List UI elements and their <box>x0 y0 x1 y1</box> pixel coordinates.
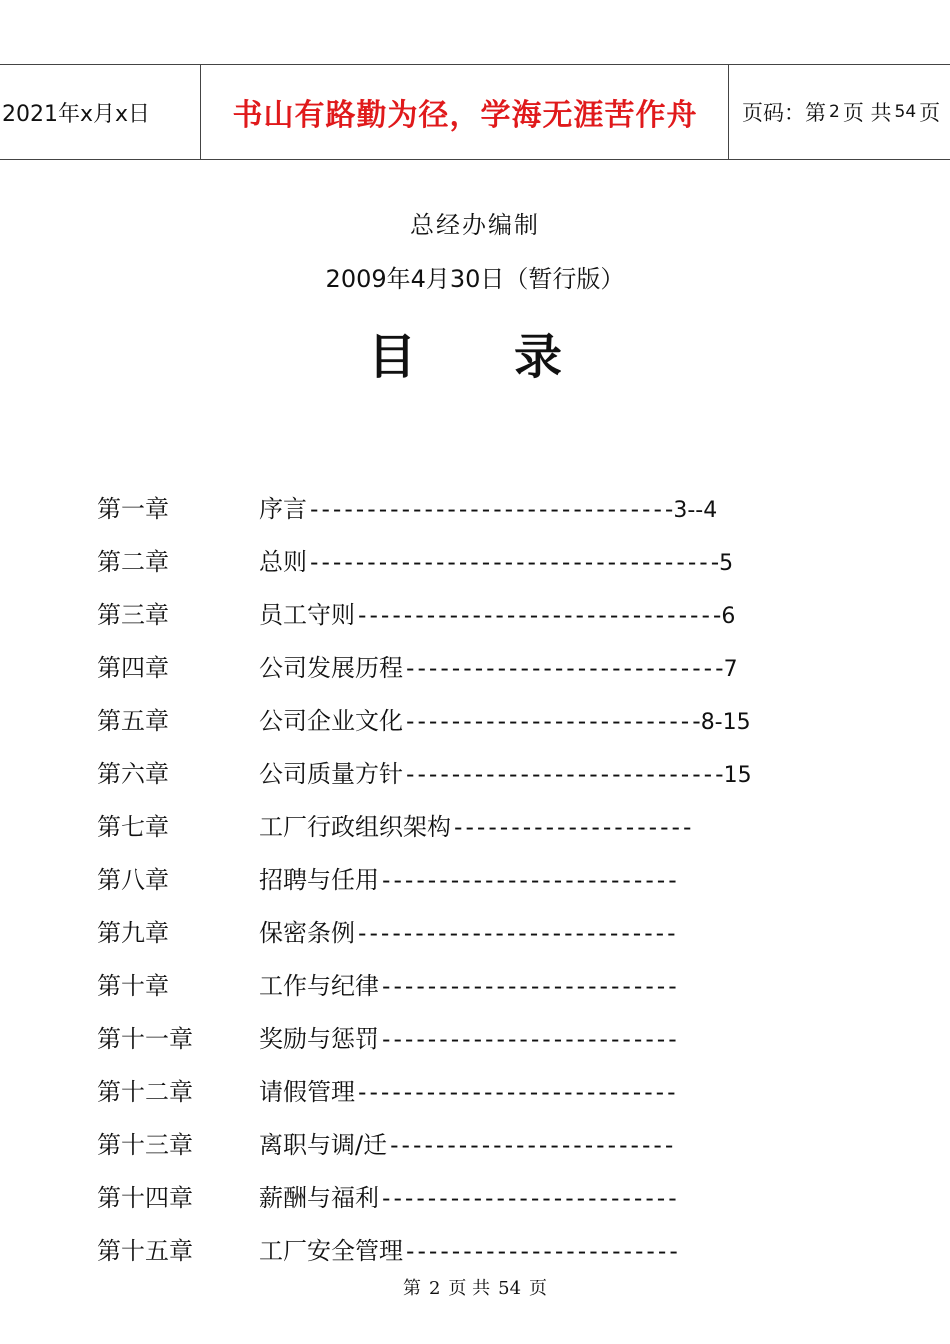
toc-chapter: 第十五章 <box>97 1237 193 1265</box>
toc-entry <box>259 701 751 736</box>
toc-entry <box>259 648 738 683</box>
toc-entry <box>259 807 691 842</box>
toc-leader: --------------------- <box>451 813 692 841</box>
toc-chapter: 第九章 <box>97 919 169 947</box>
editor-line: 总经办编制 <box>410 211 540 239</box>
header-page-current: 2 <box>829 102 840 122</box>
toc-page: 3--4 <box>673 498 718 523</box>
date-line: 2009年4月30日（暂行版） <box>325 265 625 293</box>
toc-leader: -------------------------- <box>379 866 677 894</box>
toc-entry-title: 公司发展历程 <box>259 654 403 682</box>
header-motto: 书山有路勤为径，学海无涯苦作舟 <box>202 65 729 159</box>
toc-entry-title: 工作与纪律 <box>259 972 379 1000</box>
toc-row[interactable] <box>0 1223 950 1276</box>
toc-entry <box>259 1231 678 1266</box>
toc-entry-title: 总则 <box>259 548 307 576</box>
toc-row[interactable] <box>0 481 950 534</box>
toc-entry <box>259 595 735 630</box>
toc-chapter: 第七章 <box>97 813 169 841</box>
footer-mid: 页 共 <box>448 1278 491 1299</box>
toc-chapter: 第六章 <box>97 760 169 788</box>
toc-entry-title: 招聘与任用 <box>259 866 379 894</box>
toc-leader: -------------------------------- <box>307 495 674 523</box>
footer-current-page: 2 <box>428 1278 441 1299</box>
header-page-number <box>730 65 950 159</box>
header-date: 2021年x月x日 <box>0 65 201 159</box>
toc-entry <box>259 542 733 577</box>
table-of-contents <box>0 481 950 1276</box>
toc-title <box>0 318 950 388</box>
toc-entry-title: 公司质量方针 <box>259 760 403 788</box>
toc-leader: -------------------------- <box>379 1025 677 1053</box>
toc-leader: -------------------------- <box>403 707 701 735</box>
toc-leader: ---------------------------- <box>355 1078 676 1106</box>
toc-row[interactable] <box>0 799 950 852</box>
toc-entry <box>259 754 752 789</box>
header-page-label: 页码：第 <box>742 101 826 125</box>
toc-entry-title: 序言 <box>259 495 307 523</box>
toc-page: 6 <box>721 604 736 629</box>
footer-prefix: 第 <box>402 1278 421 1299</box>
toc-chapter: 第十章 <box>97 972 169 1000</box>
toc-entry-title: 员工守则 <box>259 601 355 629</box>
header-page-end: 页 <box>919 101 941 125</box>
toc-leader: -------------------------- <box>379 972 677 1000</box>
toc-entry-title: 保密条例 <box>259 919 355 947</box>
toc-row[interactable] <box>0 640 950 693</box>
toc-entry-title: 公司企业文化 <box>259 707 403 735</box>
footer-total-pages: 54 <box>498 1278 522 1299</box>
toc-chapter: 第四章 <box>97 654 169 682</box>
toc-chapter: 第八章 <box>97 866 169 894</box>
page-header <box>0 64 950 160</box>
toc-entry-title: 工厂安全管理 <box>259 1237 403 1265</box>
toc-row[interactable] <box>0 1064 950 1117</box>
toc-row[interactable] <box>0 1170 950 1223</box>
toc-leader: ---------------------------- <box>355 919 676 947</box>
toc-entry <box>259 966 677 1001</box>
toc-chapter: 第三章 <box>97 601 169 629</box>
toc-leader: ------------------------- <box>387 1131 674 1159</box>
toc-entry-title: 离职与调/迁 <box>259 1131 388 1159</box>
toc-entry-title: 请假管理 <box>259 1078 355 1106</box>
toc-entry <box>259 860 677 895</box>
toc-entry <box>259 1125 673 1160</box>
toc-row[interactable] <box>0 693 950 746</box>
header-page-total: 54 <box>894 102 917 122</box>
toc-entry <box>259 1019 677 1054</box>
toc-row[interactable] <box>0 534 950 587</box>
toc-chapter: 第十一章 <box>97 1025 193 1053</box>
toc-entry <box>259 913 676 948</box>
toc-entry <box>259 1072 676 1107</box>
page-footer <box>0 1274 950 1300</box>
toc-row[interactable] <box>0 587 950 640</box>
toc-title-char-1: 目 <box>368 329 417 385</box>
toc-entry-title: 奖励与惩罚 <box>259 1025 379 1053</box>
toc-page: 5 <box>719 551 734 576</box>
toc-chapter: 第一章 <box>97 495 169 523</box>
toc-leader: -------------------------------- <box>355 601 722 629</box>
toc-chapter: 第五章 <box>97 707 169 735</box>
toc-leader: ------------------------------------ <box>307 548 720 576</box>
toc-row[interactable] <box>0 852 950 905</box>
toc-chapter: 第十三章 <box>97 1131 193 1159</box>
toc-row[interactable] <box>0 1011 950 1064</box>
toc-row[interactable] <box>0 746 950 799</box>
toc-entry <box>259 1178 677 1213</box>
toc-row[interactable] <box>0 958 950 1011</box>
toc-entry-title: 工厂行政组织架构 <box>259 813 451 841</box>
toc-chapter: 第二章 <box>97 548 169 576</box>
toc-chapter: 第十二章 <box>97 1078 193 1106</box>
toc-chapter: 第十四章 <box>97 1184 193 1212</box>
toc-page: 7 <box>723 657 738 682</box>
toc-page: 15 <box>723 763 752 788</box>
header-page-mid: 页 共 <box>842 101 892 125</box>
toc-title-char-2: 录 <box>514 329 563 385</box>
toc-entry <box>259 489 717 524</box>
toc-entry-title: 薪酬与福利 <box>259 1184 379 1212</box>
toc-leader: ---------------------------- <box>403 760 724 788</box>
footer-suffix: 页 <box>529 1278 548 1299</box>
toc-row[interactable] <box>0 1117 950 1170</box>
toc-leader: -------------------------- <box>379 1184 677 1212</box>
toc-leader: ------------------------ <box>403 1237 678 1265</box>
toc-page: 8-15 <box>700 710 751 735</box>
toc-leader: ---------------------------- <box>403 654 724 682</box>
toc-row[interactable] <box>0 905 950 958</box>
